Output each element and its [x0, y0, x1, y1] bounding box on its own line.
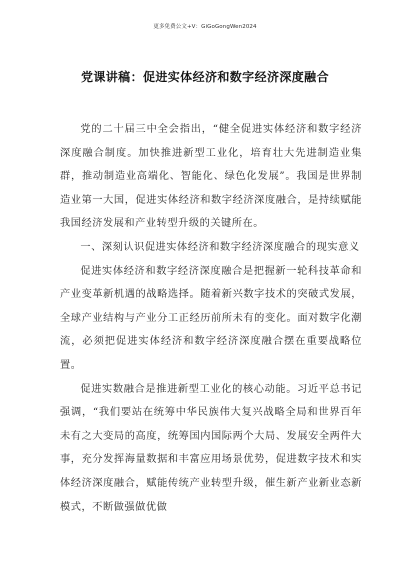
section-heading-1: 一、深刻认识促进实体经济和数字经济深度融合的现实意义	[80, 241, 360, 253]
paragraph-core-driver: 促进实数融合是推进新型工业化的核心动能。习近平总书记强调，“我们要站在统筹中华民族伟大复兴战略全局和世界百年未有之大变局的高度，统筹国内国际两个大局、发展安全两件大事，充分发挥海量数据和丰富应用场景优势，促进数字技术和实体经济深度融合，赋能传统产业转型升级，催生新产业新业态新模式，不断做强做优做	[60, 383, 362, 513]
document-body	[60, 118, 362, 519]
header-note: 更多免费公文+V：GiGoGongWen2024	[153, 24, 257, 30]
paragraph-strategic-choice: 促进实体经济和数字经济深度融合是把握新一轮科技革命和产业变革新机遇的战略选择。随着新兴数字技术的突破式发展，全球产业结构与产业分工正经历前所未有的变化。面对数字化潮流，必须把促进实体经济和数字经济深度融合摆在重要战略位置。	[60, 265, 362, 371]
paragraph-intro: 党的二十届三中全会指出，“健全促进实体经济和数字经济深度融合制度。加快推进新型工业化，培育壮大先进制造业集群，推动制造业高端化、智能化、绿色化发展”。我国是世界制造业第一大国，促进实体经济和数字经济深度融合，是持续赋能我国经济发展和产业转型升级的关键所在。	[60, 124, 362, 230]
document-title: 党课讲稿：促进实体经济和数字经济深度融合	[80, 70, 329, 84]
